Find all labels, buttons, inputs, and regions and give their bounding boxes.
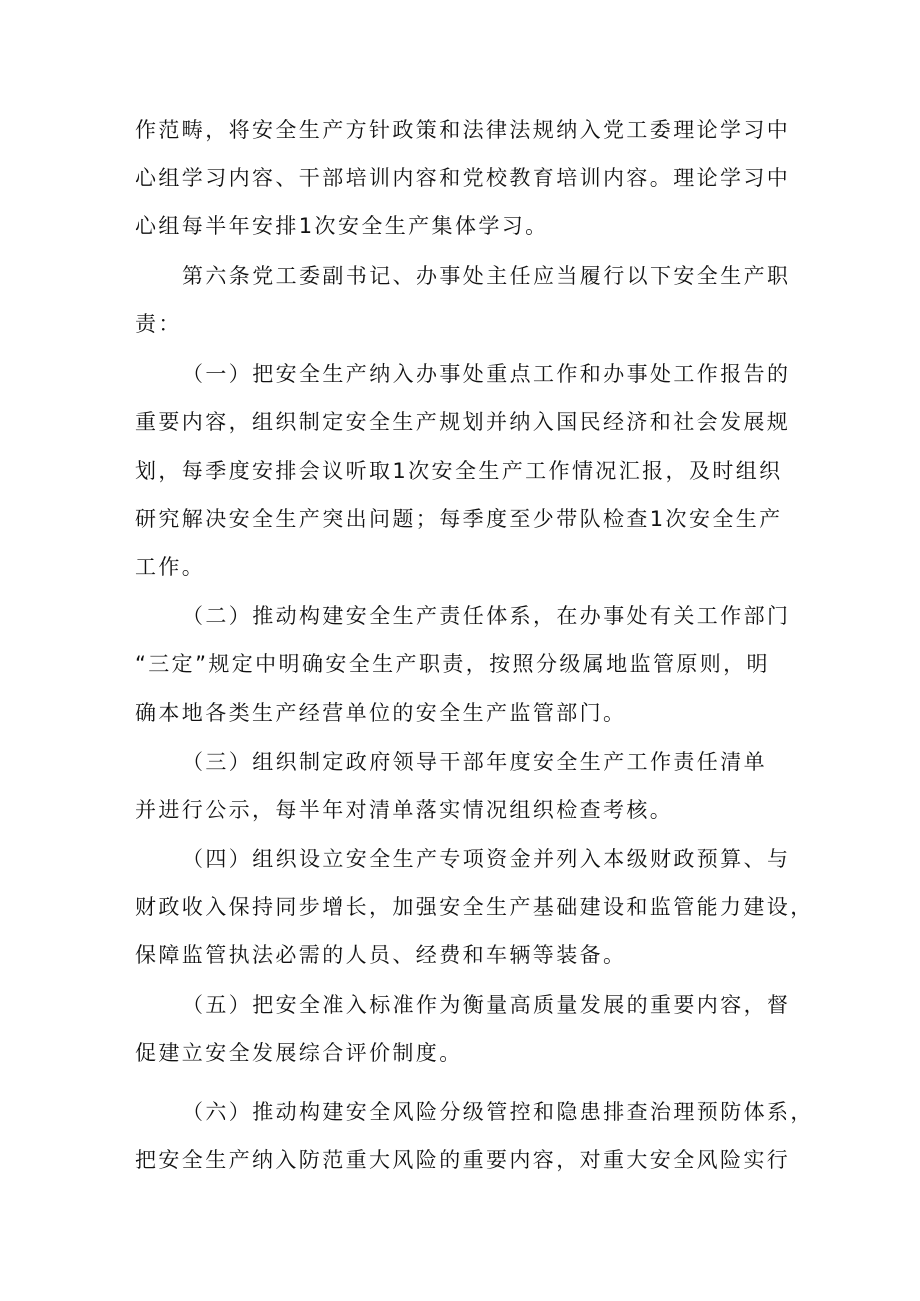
text-line: 把安全生产纳入防范重大风险的重要内容，对重大安全风险实行 [135, 1148, 791, 1172]
list-item: （四）组织设立安全生产专项资金并列入本级财政预算、与 [182, 847, 791, 871]
text-line: 重要内容，组织制定安全生产规划并纳入国民经济和社会发展规 [135, 410, 791, 434]
text-line: 研究解决安全生产突出问题；每季度至少带队检查1次安全生产 [135, 507, 783, 531]
text-line: 促建立安全发展综合评价制度。 [135, 1041, 463, 1065]
text-line: 保障监管执法必需的人员、经费和车辆等装备。 [135, 943, 627, 967]
text-line: 心组学习内容、干部培训内容和党校教育培训内容。理论学习中 [135, 166, 791, 190]
text-line: “三定”规定中明确安全生产职责，按照分级属地监管原则，明 [135, 652, 770, 676]
text-line: 确本地各类生产经营单位的安全生产监管部门。 [135, 701, 627, 725]
text-line: 责： [135, 312, 182, 336]
list-item: （一）把安全生产纳入办事处重点工作和办事处工作报告的 [182, 362, 791, 386]
list-item: （六）推动构建安全风险分级管控和隐患排查治理预防体系， [182, 1100, 814, 1124]
list-item: （三）组织制定政府领导干部年度安全生产工作责任清单 [182, 750, 767, 774]
text-line: 工作。 [135, 555, 206, 579]
list-item: （五）把安全准入标准作为衡量高质量发展的重要内容，督 [182, 993, 791, 1017]
text-line: 作范畴，将安全生产方针政策和法律法规纳入党工委理论学习中 [135, 118, 791, 142]
text-line: 并进行公示，每半年对清单落实情况组织检查考核。 [135, 798, 674, 822]
list-item: （二）推动构建安全生产责任体系，在办事处有关工作部门 [182, 604, 791, 628]
text-line: 划，每季度安排会议听取1次安全生产工作情况汇报，及时组织 [135, 459, 783, 483]
text-line: 财政收入保持同步增长，加强安全生产基础建设和监管能力建设， [135, 895, 814, 919]
article-heading: 第六条党工委副书记、办事处主任应当履行以下安全生产职 [182, 264, 791, 288]
text-line: 心组每半年安排1次安全生产集体学习。 [135, 214, 549, 238]
